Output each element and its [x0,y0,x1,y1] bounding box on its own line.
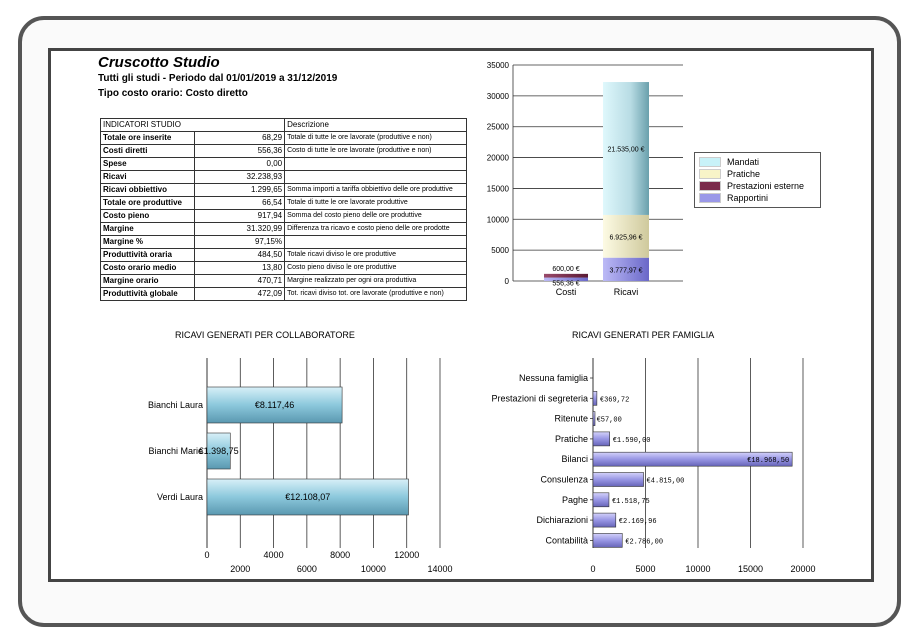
stack-xtick-label: Ricavi [613,287,639,297]
stack-ytick-label: 20000 [486,153,509,163]
stack-data-label: 3.777,97 € [609,267,643,275]
collab-xtick-label: 12000 [394,550,420,560]
famiglia-category-label: Bilanci [561,454,588,465]
stack-xtick-label: Costi [555,287,577,297]
collab-xtick-label: 14000 [427,564,453,574]
stack-ytick-label: 5000 [491,246,509,256]
report-cost-type: Tipo costo orario: Costo diretto [98,88,248,99]
row-description: Somma del costo pieno delle ore produttive [285,210,467,223]
famiglia-xtick-label: 5000 [635,564,656,574]
row-value: 13,80 [195,262,285,275]
collab-xtick-label: 8000 [330,550,351,560]
row-label: Margine % [101,236,195,249]
row-label: Spese [101,158,195,171]
famiglia-category-label: Paghe [561,494,588,505]
row-description: Totale di tutte le ore lavorate produttive [285,197,467,210]
stack-ytick-label: 0 [504,277,509,286]
famiglia-data-label: €4.815,00 [646,477,685,486]
row-description: Tot. ricavi diviso tot. ore lavorate (produttive e non) [285,288,467,301]
row-value: 97,15% [195,236,285,249]
row-label: Costi diretti [101,145,195,158]
report-period: Tutti gli studi - Periodo dal 01/01/2019 a 31/12/2019 [98,73,338,84]
row-label: Produttività oraria [101,249,195,262]
famiglia-category-label: Ritenute [554,413,588,424]
row-value: 1.299,65 [195,184,285,197]
legend-label: Rapportini [727,193,769,203]
row-value: 68,29 [195,132,285,145]
table-header-indicators: INDICATORI STUDIO [101,119,285,132]
row-value: 31.320,99 [195,223,285,236]
row-value: 556,36 [195,145,285,158]
stack-ytick-label: 15000 [486,184,509,194]
row-value: 484,50 [195,249,285,262]
famiglia-bar [593,513,616,527]
famiglia-category-label: Pratiche [554,433,588,444]
famiglia-data-label: €1.518,75 [611,497,650,506]
famiglia-bar [593,432,610,446]
row-description: Differenza tra ricavo e costo pieno delle ore prodotte [285,223,467,236]
collab-category-label: Bianchi Laura [147,400,203,410]
row-label: Ricavi obbiettivo [101,184,195,197]
row-description: Totale di tutte le ore lavorate (produttive e non) [285,132,467,145]
famiglia-data-label: €1.590,00 [612,436,651,445]
collab-xtick-label: 2000 [230,564,251,574]
row-label: Margine orario [101,275,195,288]
row-label: Produttività globale [101,288,195,301]
legend-label: Mandati [727,157,760,167]
collab-data-label: €12.108,07 [285,492,331,502]
report-title: Cruscotto Studio [98,54,220,71]
famiglia-xtick-label: 10000 [685,564,711,574]
stack-ytick-label: 35000 [486,61,509,70]
row-description: Somma importi a tariffa obbiettivo delle ore produttive [285,184,467,197]
famiglia-xtick-label: 20000 [790,564,816,574]
famiglia-data-label: €2.786,00 [625,538,664,547]
stack-ytick-label: 10000 [486,215,509,225]
row-value: 66,54 [195,197,285,210]
famiglia-category-label: Prestazioni di segreteria [491,393,588,404]
row-value: 917,94 [195,210,285,223]
famiglia-bar [593,533,622,547]
famiglia-chart-title: RICAVI GENERATI PER FAMIGLIA [572,330,715,340]
collab-xtick-label: 10000 [360,564,386,574]
collab-chart-title: RICAVI GENERATI PER COLLABORATORE [175,330,355,340]
stack-data-label: 556,36 € [552,280,580,288]
famiglia-bar [593,473,644,487]
stack-ytick-label: 25000 [486,122,509,132]
famiglia-category-label: Consulenza [540,474,588,485]
row-description: Costo pieno diviso le ore produttive [285,262,467,275]
collab-category-label: Bianchi Mario [148,446,203,456]
collab-xtick-label: 4000 [263,550,284,560]
row-description: Totale ricavi diviso le ore produttive [285,249,467,262]
stack-data-label: 21.535,00 € [607,146,645,154]
row-description: Costo di tutte le ore lavorate (produttive e non) [285,145,467,158]
row-description: Margine realizzato per ogni ora produttiva [285,275,467,288]
famiglia-category-label: Dichiarazioni [536,515,588,526]
row-value: 472,09 [195,288,285,301]
stack-data-label: 6.925,96 € [609,234,643,242]
row-label: Totale ore produttive [101,197,195,210]
row-label: Costo orario medio [101,262,195,275]
row-label: Totale ore inserite [101,132,195,145]
stack-ytick-label: 30000 [486,91,509,101]
famiglia-bar [593,493,609,507]
famiglia-xtick-label: 15000 [737,564,764,574]
famiglia-data-label: €57,00 [596,416,622,425]
row-label: Ricavi [101,171,195,184]
famiglia-category-label: Contabilità [545,535,588,546]
row-value: 0,00 [195,158,285,171]
collab-xtick-label: 0 [204,550,210,560]
famiglia-data-label: €2.169,96 [618,518,657,527]
famiglia-category-label: Nessuna famiglia [518,373,588,383]
collab-data-label: €1.398,75 [198,446,239,456]
collab-xtick-label: 6000 [296,564,317,574]
collab-category-label: Verdi Laura [156,492,203,502]
famiglia-bar [593,391,597,405]
row-label: Margine [101,223,195,236]
famiglia-bar [593,412,595,426]
legend-label: Pratiche [727,169,761,179]
collab-data-label: €8.117,46 [254,400,295,410]
table-header-description: Descrizione [285,119,467,132]
row-value: 32.238,93 [195,171,285,184]
famiglia-xtick-label: 0 [590,564,596,574]
stack-bar-segment [544,274,588,278]
legend-label: Prestazioni esterne [727,181,805,191]
stack-data-label: 600,00 € [552,265,580,273]
row-value: 470,71 [195,275,285,288]
row-label: Costo pieno [101,210,195,223]
famiglia-data-label: €18.968,50 [747,457,790,466]
famiglia-data-label: €369,72 [599,396,630,405]
